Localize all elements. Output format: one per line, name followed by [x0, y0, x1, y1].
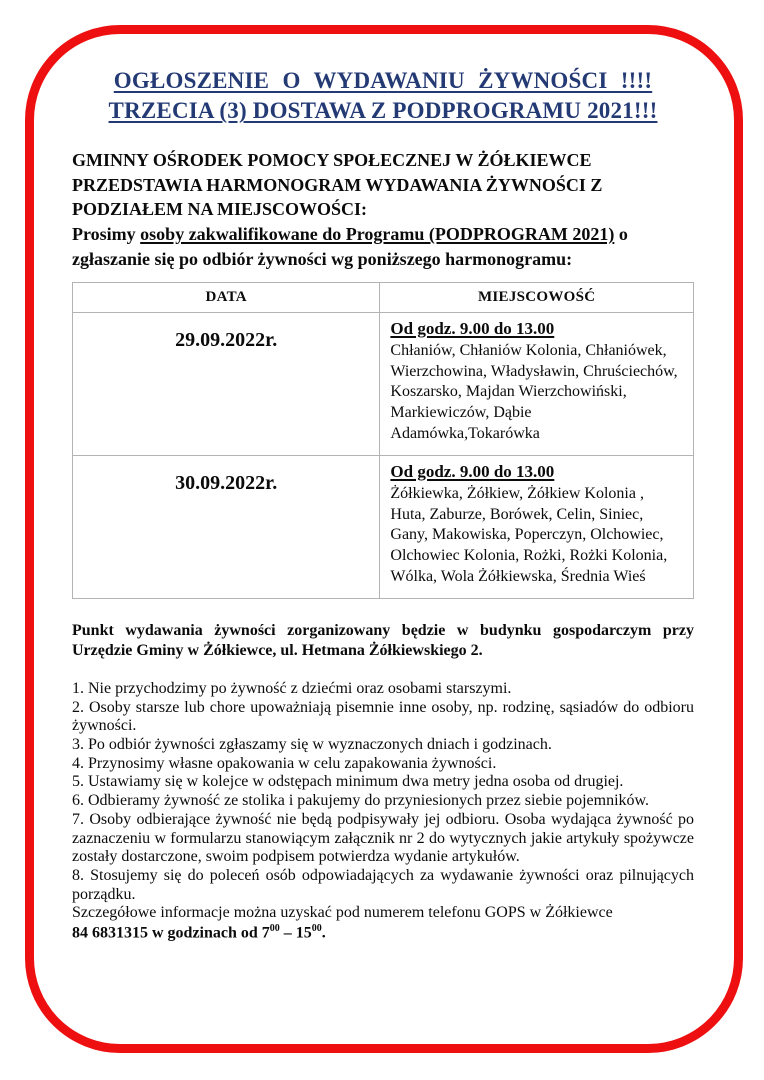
intro-request: [72, 222, 694, 272]
places-cell: [380, 455, 694, 598]
intro-heading: GMINNY OŚRODEK POMOCY SPOŁECZNEJ W ŻÓŁKIEWCE PRZEDSTAWIA HARMONOGRAM WYDAWANIA ŻYWNOŚCI Z PODZIAŁEM NA MIEJSCOWOŚCI:: [72, 149, 603, 220]
phone-superscript: 00: [269, 923, 280, 935]
table-row: [73, 455, 694, 598]
schedule-table: [72, 282, 694, 599]
rule-item: 6. Odbieramy żywność ze stolika i pakujemy do przyniesionych przez siebie pojemników.: [72, 792, 650, 810]
page-title: [72, 66, 694, 127]
footer-info-line: Szczegółowe informacje można uzyskać pod numerem telefonu GOPS w Żółkiewce: [72, 904, 613, 922]
rule-item: 5. Ustawiamy się w kolejce w odstępach minimum dwa metry jedna osoba od drugiej.: [72, 773, 624, 791]
content-area: [72, 66, 694, 943]
places-list: Żółkiewka, Żółkiew, Żółkiew Kolonia , Huta, Zaburze, Borówek, Celin, Siniec, Gany, Makowiska, Poperczyn, Olchowiec, Olchowiec Kolonia, Rożki, Rożki Kolonia, Wólka, Wola Żółkiewska, Średnia Wieś: [390, 484, 668, 586]
date-cell: 29.09.2022r.: [73, 312, 380, 455]
title-line-1: OGŁOSZENIE O WYDAWANIU ŻYWNOŚCI !!!!: [113, 68, 653, 93]
intro-request-prefix: Prosimy: [72, 224, 141, 245]
rule-item: 4. Przynosimy własne opakowania w celu zapakowania żywności.: [72, 754, 497, 772]
footer-phone-line: [72, 923, 694, 943]
rule-item: 8. Stosujemy się do poleceń osób odpowiadających za wydawanie żywności oraz pilnujących porządku.: [72, 867, 694, 903]
date-cell: 30.09.2022r.: [73, 455, 380, 598]
rule-item: 2. Osoby starsze lub chore upoważniają pisemnie inne osoby, np. rodzinę, sąsiadów do odbioru żywności.: [72, 698, 694, 735]
table-header-row: [73, 282, 694, 312]
title-line-2: TRZECIA (3) DOSTAWA Z PODPROGRAMU 2021!!!: [108, 98, 658, 124]
intro-block: [72, 148, 694, 272]
places-list: Chłaniów, Chłaniów Kolonia, Chłaniówek, Wierzchowina, Władysławin, Chruściechów, Koszarsko, Majdan Wierzchowiński, Markiewiczów, Dąbie Adamówka,Tokarówka: [390, 341, 678, 443]
column-header-data: DATA: [73, 282, 380, 312]
rule-item: 3. Po odbiór żywności zgłaszamy się w wyznaczonych dniach i godzinach.: [72, 735, 552, 753]
phone-text: 84 6831315 w godzinach od 7: [72, 924, 270, 942]
location-note: Punkt wydawania żywności zorganizowany będzie w budynku gospodarczym przy Urzędzie Gminy w Żółkiewce, ul. Hetmana Żółkiewskiego 2.: [72, 621, 694, 659]
column-header-miejscowosc: MIEJSCOWOŚĆ: [380, 282, 694, 312]
places-cell: [380, 312, 694, 455]
rule-item: 7. Osoby odbierające żywność nie będą podpisywały jej odbioru. Osoba wydająca żywność po zaznaczeniu w formularzu stanowiącym załącznik nr 2 do wytycznych jakie artykuły spożywcze zostały dostarczone, swoim podpisem potwierdza wydanie artykułów.: [72, 810, 694, 866]
phone-text: – 15: [279, 924, 312, 942]
intro-request-suffix: o zgłaszanie się po odbiór żywności wg poniższego harmonogramu:: [72, 224, 628, 270]
phone-text: .: [321, 924, 326, 942]
table-row: [73, 312, 694, 455]
rules-list: [72, 680, 694, 905]
hours-label: Od godz. 9.00 do 13.00: [390, 318, 555, 338]
hours-label: Od godz. 9.00 do 13.00: [390, 461, 555, 481]
phone-superscript: 00: [311, 923, 322, 935]
intro-request-underlined: osoby zakwalifikowane do Programu (PODPROGRAM 2021): [140, 224, 615, 245]
rule-item: 1. Nie przychodzimy po żywność z dziećmi oraz osobami starszymi.: [72, 679, 512, 697]
